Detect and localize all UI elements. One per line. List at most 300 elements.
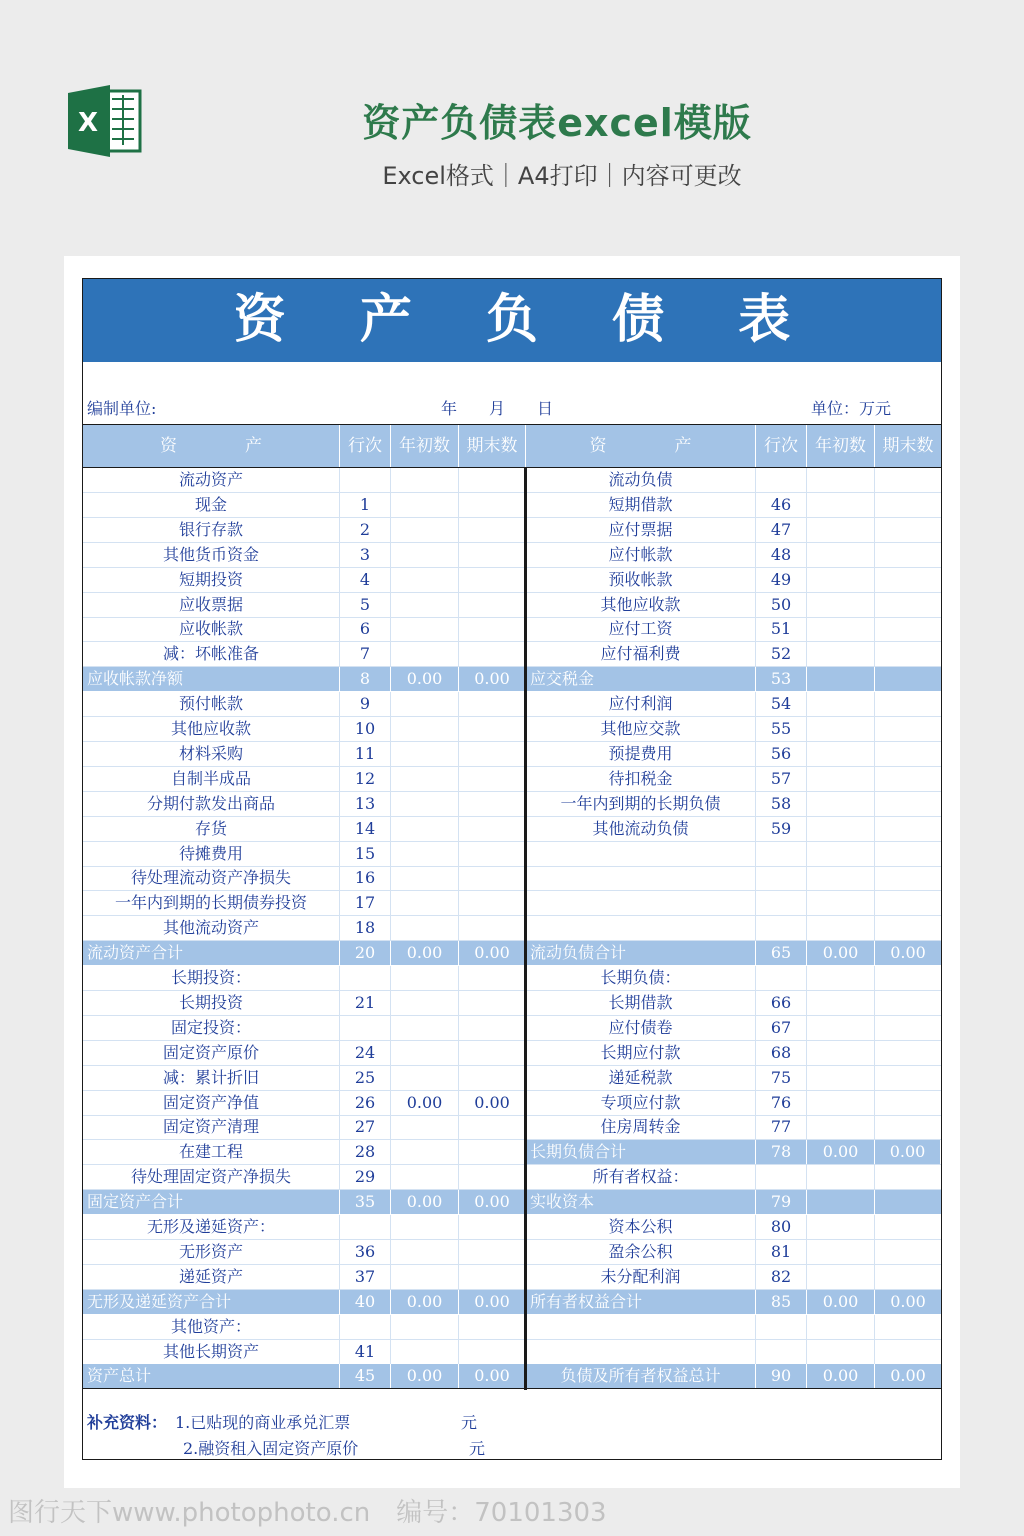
right-closing-cell [875, 1041, 941, 1065]
left-opening-cell [391, 543, 459, 567]
right-line-no-cell: 47 [756, 518, 807, 542]
left-closing-cell [459, 1165, 526, 1189]
table-row [83, 1165, 941, 1190]
left-line-no-cell: 27 [340, 1115, 391, 1139]
right-line-no-cell: 57 [756, 767, 807, 791]
right-line-no-cell: 79 [756, 1190, 807, 1214]
left-line-no-cell: 17 [340, 891, 391, 915]
left-line-no-cell: 1 [340, 493, 391, 517]
left-closing-cell: 0.00 [459, 667, 526, 691]
table-row [83, 543, 941, 568]
right-opening-cell [807, 991, 875, 1015]
left-item-cell: 待摊费用 [83, 842, 340, 866]
right-item-cell: 专项应付款 [526, 1091, 756, 1115]
column-divider [524, 468, 527, 1390]
right-opening-cell [807, 767, 875, 791]
right-line-no-cell: 55 [756, 717, 807, 741]
right-opening-cell: 0.00 [807, 1290, 875, 1314]
left-line-no-cell: 2 [340, 518, 391, 542]
left-item-cell: 固定资产原价 [83, 1041, 340, 1065]
right-item-cell: 应付帐款 [526, 543, 756, 567]
right-opening-cell [807, 518, 875, 542]
right-opening-cell [807, 1190, 875, 1214]
left-line-no-cell: 37 [340, 1265, 391, 1289]
left-closing-cell [459, 792, 526, 816]
left-line-no-cell: 8 [340, 667, 391, 691]
right-opening-cell [807, 966, 875, 990]
left-line-no-cell: 6 [340, 617, 391, 641]
table-row [83, 1290, 941, 1315]
right-opening-cell [807, 817, 875, 841]
left-item-cell: 减：累计折旧 [83, 1066, 340, 1090]
right-opening-cell [807, 1165, 875, 1189]
right-closing-cell [875, 518, 941, 542]
header-line-no-right: 行次 [756, 425, 807, 467]
supplement-item-2: 2.融资租入固定资产原价 [183, 1439, 359, 1458]
left-line-no-cell [340, 468, 391, 492]
table-bottom-rule [83, 1388, 941, 1389]
table-row [83, 1364, 941, 1389]
right-line-no-cell [756, 1165, 807, 1189]
right-item-cell: 所有者权益合计 [526, 1290, 756, 1314]
right-opening-cell [807, 891, 875, 915]
right-closing-cell [875, 468, 941, 492]
right-line-no-cell: 68 [756, 1041, 807, 1065]
right-opening-cell [807, 543, 875, 567]
left-item-cell: 长期投资 [83, 991, 340, 1015]
left-closing-cell [459, 1240, 526, 1264]
left-opening-cell [391, 1265, 459, 1289]
left-line-no-cell: 28 [340, 1140, 391, 1164]
date-label: 年 月 日 [441, 399, 554, 418]
right-closing-cell: 0.00 [875, 1140, 941, 1164]
table-row [83, 642, 941, 667]
left-item-cell: 短期投资 [83, 568, 340, 592]
left-opening-cell [391, 991, 459, 1015]
left-line-no-cell [340, 1016, 391, 1040]
left-opening-cell [391, 842, 459, 866]
left-line-no-cell [340, 1215, 391, 1239]
right-line-no-cell: 78 [756, 1140, 807, 1164]
right-closing-cell [875, 966, 941, 990]
right-line-no-cell [756, 966, 807, 990]
right-closing-cell [875, 1190, 941, 1214]
right-line-no-cell [756, 916, 807, 940]
left-closing-cell [459, 642, 526, 666]
table-row [83, 717, 941, 742]
table-row [83, 966, 941, 991]
left-line-no-cell: 41 [340, 1340, 391, 1364]
left-line-no-cell: 12 [340, 767, 391, 791]
left-opening-cell [391, 891, 459, 915]
left-item-cell: 待处理固定资产净损失 [83, 1165, 340, 1189]
left-closing-cell [459, 1115, 526, 1139]
table-row [83, 1066, 941, 1091]
right-opening-cell [807, 493, 875, 517]
right-item-cell: 短期借款 [526, 493, 756, 517]
left-item-cell: 减：坏帐准备 [83, 642, 340, 666]
table-row [83, 941, 941, 966]
left-line-no-cell: 36 [340, 1240, 391, 1264]
right-line-no-cell: 49 [756, 568, 807, 592]
left-opening-cell: 0.00 [391, 941, 459, 965]
right-opening-cell [807, 1016, 875, 1040]
right-closing-cell [875, 1265, 941, 1289]
right-opening-cell [807, 1265, 875, 1289]
unit-label: 单位：万元 [811, 399, 892, 418]
right-line-no-cell: 66 [756, 991, 807, 1015]
right-item-cell: 盈余公积 [526, 1240, 756, 1264]
right-line-no-cell: 48 [756, 543, 807, 567]
left-opening-cell [391, 692, 459, 716]
left-item-cell: 应收帐款 [83, 617, 340, 641]
page-header [0, 0, 1024, 255]
right-closing-cell [875, 617, 941, 641]
header-assets: 资 产 [83, 425, 340, 467]
right-closing-cell [875, 1340, 941, 1364]
left-line-no-cell: 29 [340, 1165, 391, 1189]
left-opening-cell [391, 817, 459, 841]
table-row [83, 1265, 941, 1290]
right-item-cell: 长期应付款 [526, 1041, 756, 1065]
right-opening-cell [807, 568, 875, 592]
right-line-no-cell: 75 [756, 1066, 807, 1090]
right-item-cell [526, 1315, 756, 1339]
left-closing-cell [459, 842, 526, 866]
left-opening-cell [391, 1340, 459, 1364]
page-subtitle: Excel格式｜A4打印｜内容可更改 [382, 162, 742, 190]
left-opening-cell [391, 792, 459, 816]
right-line-no-cell: 52 [756, 642, 807, 666]
left-opening-cell [391, 742, 459, 766]
left-opening-cell [391, 717, 459, 741]
left-opening-cell [391, 1315, 459, 1339]
table-row [83, 817, 941, 842]
left-opening-cell: 0.00 [391, 1091, 459, 1115]
right-item-cell: 其他应交款 [526, 717, 756, 741]
left-item-cell: 资产总计 [83, 1364, 340, 1388]
right-line-no-cell: 80 [756, 1215, 807, 1239]
right-item-cell: 长期借款 [526, 991, 756, 1015]
right-item-cell: 长期负债合计 [526, 1140, 756, 1164]
left-closing-cell [459, 1140, 526, 1164]
left-line-no-cell: 16 [340, 866, 391, 890]
left-opening-cell [391, 916, 459, 940]
left-closing-cell [459, 742, 526, 766]
supplement-unit-1: 元 [461, 1413, 478, 1432]
right-line-no-cell [756, 842, 807, 866]
header-closing: 期末数 [459, 425, 526, 467]
table-row [83, 891, 941, 916]
table-row [83, 593, 941, 618]
left-opening-cell [391, 1140, 459, 1164]
left-closing-cell [459, 518, 526, 542]
left-closing-cell [459, 1265, 526, 1289]
right-opening-cell [807, 468, 875, 492]
header-opening-right: 年初数 [807, 425, 875, 467]
right-closing-cell [875, 1115, 941, 1139]
left-item-cell: 无形资产 [83, 1240, 340, 1264]
left-item-cell: 存货 [83, 817, 340, 841]
right-closing-cell [875, 767, 941, 791]
left-closing-cell [459, 1340, 526, 1364]
left-item-cell: 其他资产： [83, 1315, 340, 1339]
right-item-cell: 长期负债： [526, 966, 756, 990]
right-line-no-cell [756, 1340, 807, 1364]
right-item-cell: 流动负债合计 [526, 941, 756, 965]
right-line-no-cell: 67 [756, 1016, 807, 1040]
right-opening-cell [807, 1240, 875, 1264]
right-closing-cell [875, 717, 941, 741]
right-closing-cell [875, 642, 941, 666]
right-closing-cell [875, 866, 941, 890]
left-opening-cell [391, 1041, 459, 1065]
right-line-no-cell: 50 [756, 593, 807, 617]
left-item-cell: 应收票据 [83, 593, 340, 617]
header-closing-right: 期末数 [882, 436, 934, 456]
right-closing-cell [875, 916, 941, 940]
left-opening-cell [391, 1165, 459, 1189]
sheet-banner-title: 资 产 负 债 表 [83, 279, 941, 362]
right-closing-cell [875, 667, 941, 691]
right-closing-cell: 0.00 [890, 1291, 926, 1311]
right-closing-cell [875, 1315, 941, 1339]
left-opening-cell: 0.00 [391, 1290, 459, 1314]
header-line-no: 行次 [340, 425, 391, 467]
left-opening-cell [391, 767, 459, 791]
left-item-cell: 固定资产净值 [83, 1091, 340, 1115]
left-line-no-cell: 24 [340, 1041, 391, 1065]
right-opening-cell [807, 1066, 875, 1090]
left-item-cell: 固定资产清理 [83, 1115, 340, 1139]
left-line-no-cell: 21 [340, 991, 391, 1015]
supplement-unit-2: 元 [469, 1439, 486, 1458]
left-line-no-cell: 18 [340, 916, 391, 940]
left-opening-cell [391, 617, 459, 641]
left-closing-cell [459, 916, 526, 940]
table-row [83, 767, 941, 792]
right-item-cell: 其他流动负债 [526, 817, 756, 841]
right-opening-cell [807, 1091, 875, 1115]
left-closing-cell [459, 767, 526, 791]
table-row [83, 742, 941, 767]
right-item-cell: 资本公积 [526, 1215, 756, 1239]
right-line-no-cell [756, 468, 807, 492]
left-closing-cell [459, 866, 526, 890]
right-opening-cell [807, 1215, 875, 1239]
right-closing-cell [875, 692, 941, 716]
table-row [83, 493, 941, 518]
left-item-cell: 固定资产合计 [83, 1190, 340, 1214]
left-item-cell: 材料采购 [83, 742, 340, 766]
right-line-no-cell: 65 [756, 941, 807, 965]
left-line-no-cell: 9 [340, 692, 391, 716]
left-item-cell: 自制半成品 [83, 767, 340, 791]
left-closing-cell [459, 991, 526, 1015]
left-item-cell: 应收帐款净额 [83, 667, 340, 691]
table-row [83, 692, 941, 717]
left-item-cell: 在建工程 [83, 1140, 340, 1164]
left-closing-cell [459, 1215, 526, 1239]
left-closing-cell [459, 717, 526, 741]
left-opening-cell: 0.00 [391, 1364, 459, 1388]
right-item-cell [526, 866, 756, 890]
left-line-no-cell: 10 [340, 717, 391, 741]
right-closing-cell [875, 817, 941, 841]
left-closing-cell: 0.00 [459, 1190, 526, 1214]
left-opening-cell: 0.00 [391, 1190, 459, 1214]
right-opening-cell [807, 842, 875, 866]
right-closing-cell [875, 991, 941, 1015]
table-row [83, 1115, 941, 1140]
right-line-no-cell: 81 [756, 1240, 807, 1264]
header-opening: 年初数 [391, 425, 459, 467]
left-opening-cell [391, 568, 459, 592]
table-row [83, 842, 941, 867]
left-item-cell: 银行存款 [83, 518, 340, 542]
left-opening-cell [391, 866, 459, 890]
right-opening-cell: 0.00 [807, 1364, 875, 1388]
right-closing-cell [875, 742, 941, 766]
left-item-cell: 固定投资： [83, 1016, 340, 1040]
left-item-cell: 待处理流动资产净损失 [83, 866, 340, 890]
right-line-no-cell: 51 [756, 617, 807, 641]
right-line-no-cell: 53 [756, 667, 807, 691]
right-line-no-cell: 85 [756, 1290, 807, 1314]
table-row [83, 916, 941, 941]
right-closing-cell [875, 1240, 941, 1264]
right-line-no-cell: 59 [756, 817, 807, 841]
table-row [83, 1091, 941, 1116]
right-opening-cell [807, 667, 875, 691]
left-item-cell: 其他货币资金 [83, 543, 340, 567]
left-line-no-cell: 11 [340, 742, 391, 766]
left-closing-cell [459, 468, 526, 492]
right-closing-cell [875, 493, 941, 517]
left-opening-cell [391, 518, 459, 542]
supplement-label: 补充资料： [87, 1413, 168, 1432]
table-row [83, 1215, 941, 1240]
left-opening-cell [391, 1066, 459, 1090]
right-opening-cell [807, 617, 875, 641]
left-closing-cell [459, 1315, 526, 1339]
left-closing-cell [459, 493, 526, 517]
right-item-cell: 负债及所有者权益总计 [526, 1364, 756, 1388]
right-opening-cell [807, 692, 875, 716]
left-item-cell: 一年内到期的长期债券投资 [83, 891, 340, 915]
right-line-no-cell: 76 [756, 1091, 807, 1115]
left-opening-cell [391, 493, 459, 517]
right-line-no-cell: 77 [756, 1115, 807, 1139]
left-closing-cell [459, 1016, 526, 1040]
left-item-cell: 预付帐款 [83, 692, 340, 716]
right-item-cell: 应交税金 [526, 667, 756, 691]
right-closing-cell [875, 891, 941, 915]
left-closing-cell [459, 568, 526, 592]
right-opening-cell [807, 642, 875, 666]
left-line-no-cell: 20 [340, 941, 391, 965]
right-opening-cell [807, 866, 875, 890]
table-row [83, 667, 941, 692]
right-closing-cell [875, 593, 941, 617]
left-line-no-cell: 5 [340, 593, 391, 617]
right-line-no-cell [756, 866, 807, 890]
right-item-cell: 应付工资 [526, 617, 756, 641]
left-item-cell: 分期付款发出商品 [83, 792, 340, 816]
right-item-cell: 所有者权益： [526, 1165, 756, 1189]
right-closing-cell [875, 1165, 941, 1189]
left-opening-cell: 0.00 [391, 667, 459, 691]
right-item-cell: 预收帐款 [526, 568, 756, 592]
left-item-cell: 现金 [83, 493, 340, 517]
balance-sheet [82, 278, 942, 1460]
right-line-no-cell [756, 891, 807, 915]
left-closing-cell: 0.00 [459, 1364, 526, 1388]
prepared-by-label: 编制单位: [87, 399, 157, 418]
table-row [83, 617, 941, 642]
right-line-no-cell: 56 [756, 742, 807, 766]
left-item-cell: 无形及递延资产： [83, 1215, 340, 1239]
left-line-no-cell: 45 [340, 1364, 391, 1388]
left-line-no-cell: 26 [340, 1091, 391, 1115]
right-line-no-cell: 46 [756, 493, 807, 517]
right-closing-cell [875, 1215, 941, 1239]
left-item-cell: 其他流动资产 [83, 916, 340, 940]
table-row [83, 518, 941, 543]
left-opening-cell [391, 1240, 459, 1264]
right-line-no-cell [756, 1315, 807, 1339]
left-closing-cell: 0.00 [459, 1091, 526, 1115]
left-closing-cell [459, 692, 526, 716]
left-line-no-cell: 35 [340, 1190, 391, 1214]
right-item-cell: 一年内到期的长期负债 [526, 792, 756, 816]
table-header [83, 424, 941, 468]
left-closing-cell: 0.00 [459, 941, 526, 965]
right-opening-cell [807, 792, 875, 816]
left-closing-cell [459, 617, 526, 641]
right-item-cell: 流动负债 [526, 468, 756, 492]
right-item-cell: 未分配利润 [526, 1265, 756, 1289]
right-closing-cell [875, 1016, 941, 1040]
table-row [83, 1340, 941, 1365]
left-item-cell: 递延资产 [83, 1265, 340, 1289]
right-item-cell [526, 1340, 756, 1364]
right-opening-cell [807, 717, 875, 741]
table-row [83, 792, 941, 817]
left-opening-cell [391, 1215, 459, 1239]
left-line-no-cell: 15 [340, 842, 391, 866]
page-title: 资产负债表excel模版 [362, 101, 752, 145]
left-closing-cell [459, 1066, 526, 1090]
left-closing-cell [459, 1041, 526, 1065]
right-item-cell: 实收资本 [526, 1190, 756, 1214]
table-row [83, 468, 941, 493]
right-closing-cell: 0.00 [890, 1366, 926, 1386]
right-opening-cell: 0.00 [807, 941, 875, 965]
supplement-item-1: 1.已贴现的商业承兑汇票 [175, 1413, 351, 1432]
left-line-no-cell: 7 [340, 642, 391, 666]
paper-preview [64, 256, 960, 1488]
left-line-no-cell: 25 [340, 1066, 391, 1090]
left-opening-cell [391, 593, 459, 617]
left-closing-cell [459, 966, 526, 990]
table-row [83, 1190, 941, 1215]
table-row [83, 1041, 941, 1066]
right-item-cell: 预提费用 [526, 742, 756, 766]
right-item-cell: 应付福利费 [526, 642, 756, 666]
right-closing-cell [875, 792, 941, 816]
left-line-no-cell: 13 [340, 792, 391, 816]
